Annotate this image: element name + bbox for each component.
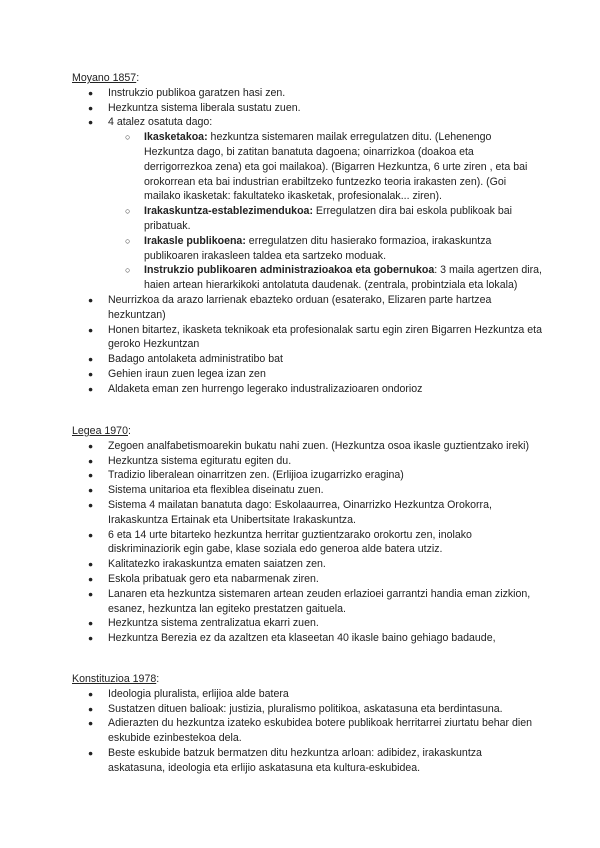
list-item: ● Beste eskubide batzuk bermatzen ditu hezkuntza arloan: adibidez, irakaskuntza askatasuna, ideologia eta erlijio askatasuna eta kultura-eskubidea. [108, 746, 542, 776]
list-item: ● Hezkuntza sistema zentralizatua ekarri zuen. [108, 616, 542, 631]
sub-list-item: ○ Ikasketakoa: hezkuntza sistemaren mailak erregulatzen ditu. (Lehenengo Hezkuntza dago, bi zatitan banatuta dagoena; oinarrizkoa (doakoa eta derrigorrezkoa zena) eta goi mailakoa). (Bigarren Hezkuntza, 6 urte ziren , eta bai orokorrean eta bai industrian erabiltzeko funtzezko teoria irakasten zen). (Goi mailako ikasketak: fakultateko ikasketak, profesionalak... ziren). [144, 130, 542, 204]
list-item: ● Aldaketa eman zen hurrengo legerako industralizazioaren ondorioz [108, 382, 542, 397]
list-item: ● 4 atalez osatuta dago: ○ Ikasketakoa: hezkuntza sistemaren mailak erregulatzen ditu. (Lehenengo Hezkuntza dago, bi zatitan banatuta dagoena; oinarrizkoa (doakoa eta derrigorrezkoa zena) eta goi mailakoa). (Bigarren Hezkuntza, 6 urte ziren , eta bai orokorrean eta bai industrian erabiltzeko funtzezko teoria irakasten zen). (Goi mailako ikasketak: fakultateko ikasketak, profesionalak... ziren). ○ Irakaskuntza-establezimendukoa: Erregulatzen dira bai eskola publikoak bai pribatuak. ○ Irakasle publikoena: erregulatzen ditu hasierako formazioa, irakaskuntza publikoaren irakasleen taldea eta sartzeko moduak. ○ Instrukzio publikoaren administrazioakoa eta gobernukoa: 3 maila agertzen dira, haien artean hierarkikoki antolatuta daudenak. (zentrala, probintziala eta lokala) [108, 115, 542, 293]
list-item: ● Zegoen analfabetismoarekin bukatu nahi zuen. (Hezkuntza osoa ikasle guztientzako ireki) [108, 439, 542, 454]
section-konstituzioa-1978 [72, 672, 542, 776]
sub-list-item: ○ Irakaskuntza-establezimendukoa: Erregulatzen dira bai eskola publikoak bai pribatuak. [144, 204, 542, 234]
section-heading: Konstituzioa 1978: [72, 673, 160, 685]
bullet-list [72, 439, 542, 646]
list-item: ● Badago antolaketa administratibo bat [108, 352, 542, 367]
list-item: ● 6 eta 14 urte bitarteko hezkuntza herritar guztientzarako orokortu zen, inolako diskriminaziorik egin gabe, klase soziala edo generoa alde batera utziz. [108, 528, 542, 558]
list-item: ● Eskola pribatuak gero eta nabarmenak ziren. [108, 572, 542, 587]
section-heading: Moyano 1857: [72, 72, 140, 84]
bullet-list [72, 687, 542, 776]
bullet-list [72, 86, 542, 397]
list-item: ● Lanaren eta hezkuntza sistemaren artean zeuden erlazioei garrantzi handia eman zizkion, esanez, hezkuntza lan egiteko prestatzen gaituela. [108, 587, 542, 617]
sub-list-item: ○ Irakasle publikoena: erregulatzen ditu hasierako formazioa, irakaskuntza publikoaren irakasleen taldea eta sartzeko moduak. [144, 234, 542, 264]
list-item: ● Hezkuntza sistema liberala sustatu zuen. [108, 101, 542, 116]
list-item: ● Sistema 4 mailatan banatuta dago: Eskolaaurrea, Oinarrizko Hezkuntza Orokorra, Irakaskuntza Ertainak eta Unibertsitate Irakaskuntza. [108, 498, 542, 528]
list-item: ● Honen bitartez, ikasketa teknikoak eta profesionalak sartu egin ziren Bigarren Hezkuntza eta geroko Hezkuntzan [108, 323, 542, 353]
list-item: ● Sustatzen dituen balioak: justizia, pluralismo politikoa, askatasuna eta berdintasuna. [108, 702, 542, 717]
list-item: ● Adierazten du hezkuntza izateko eskubidea botere publikoak herritarrei ziurtatu behar dien eskubide ezinbestekoa dela. [108, 716, 542, 746]
section-moyano-1857 [72, 71, 542, 397]
list-item: ● Ideologia pluralista, erlijioa alde batera [108, 687, 542, 702]
list-item: ● Instrukzio publikoa garatzen hasi zen. [108, 86, 542, 101]
list-item: ● Hezkuntza sistema egituratu egiten du. [108, 454, 542, 469]
list-item: ● Tradizio liberalean oinarritzen zen. (Erlijioa izugarrizko eragina) [108, 468, 542, 483]
list-item: ● Kalitatezko irakaskuntza ematen saiatzen zen. [108, 557, 542, 572]
list-item: ● Sistema unitarioa eta flexiblea diseinatu zuen. [108, 483, 542, 498]
sub-bullet-list [108, 130, 542, 293]
list-item: ● Neurrizkoa da arazo larrienak ebazteko orduan (esaterako, Elizaren parte hartzea hezkuntzan) [108, 293, 542, 323]
list-item: ● Gehien iraun zuen legea izan zen [108, 367, 542, 382]
list-item: ● Hezkuntza Berezia ez da azaltzen eta klaseetan 40 ikasle baino gehiago badaude, [108, 631, 542, 646]
sub-list-item: ○ Instrukzio publikoaren administrazioakoa eta gobernukoa: 3 maila agertzen dira, haien artean hierarkikoki antolatuta daudenak. (zentrala, probintziala eta lokala) [144, 263, 542, 293]
section-legea-1970 [72, 424, 542, 646]
section-heading: Legea 1970: [72, 425, 131, 437]
